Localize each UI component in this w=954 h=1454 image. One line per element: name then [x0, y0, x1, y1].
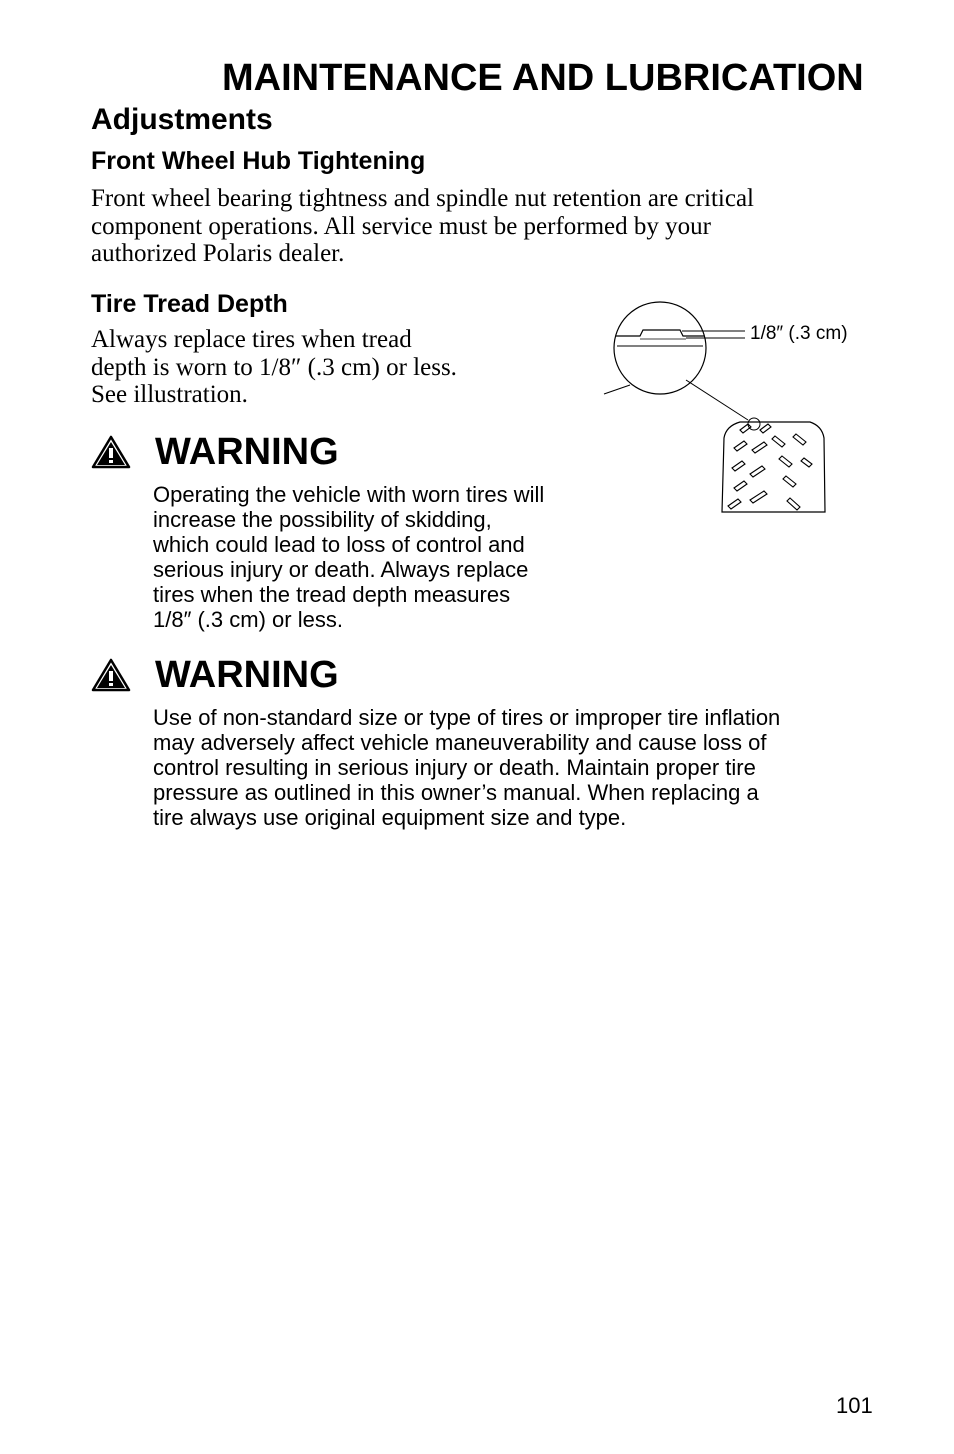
tread-line: Always replace tires when tread — [91, 326, 412, 353]
warning-line: which could lead to loss of control and — [153, 532, 525, 557]
front-hub-line: Front wheel bearing tightness and spindle nut retention are critical — [91, 185, 755, 212]
front-hub-heading: Front Wheel Hub Tightening — [91, 147, 426, 175]
warning-line: Use of non-standard size or type of tires or improper tire inflation — [153, 705, 781, 730]
tread-depth-figure-label: 1/8″ (.3 cm) — [750, 323, 848, 344]
warning-heading-1 — [91, 427, 339, 477]
tread-line: See illustration. — [91, 381, 248, 408]
warning-line: may adversely affect vehicle maneuverability and cause loss of — [153, 730, 767, 755]
tread-depth-paragraph — [91, 326, 457, 409]
front-hub-line: authorized Polaris dealer. — [91, 240, 345, 267]
warning-text-1 — [153, 482, 544, 632]
warning-line: tire always use original equipment size and type. — [153, 805, 627, 830]
subsection-title: Adjustments — [91, 103, 273, 136]
front-hub-paragraph — [91, 185, 754, 268]
warning-line: control resulting in serious injury or death. Maintain proper tire — [153, 755, 756, 780]
warning-title: WARNING — [155, 654, 339, 696]
warning-line: Operating the vehicle with worn tires will — [153, 482, 545, 507]
magnifier-circle — [614, 302, 706, 394]
warning-line: tires when the tread depth measures — [153, 582, 511, 607]
warning-triangle-icon — [91, 434, 131, 470]
warning-line: pressure as outlined in this owner’s manual. When replacing a — [153, 780, 759, 805]
warning-title: WARNING — [155, 431, 339, 473]
tread-line: depth is worn to 1/8″ (.3 cm) or less. — [91, 353, 457, 381]
warning-heading-2 — [91, 650, 339, 700]
tread-depth-heading: Tire Tread Depth — [91, 290, 288, 318]
page-number: 101 — [836, 1393, 873, 1418]
warning-triangle-icon — [91, 657, 131, 693]
tread-lugs — [728, 424, 812, 510]
front-hub-line: component operations. All service must be performed by your — [91, 212, 711, 240]
warning-line: increase the possibility of skidding, — [153, 507, 492, 532]
warning-line: 1/8″ (.3 cm) or less. — [153, 607, 343, 632]
section-title: MAINTENANCE AND LUBRICATION — [222, 57, 864, 99]
warning-line: serious injury or death. Always replace — [153, 557, 529, 582]
warning-text-2 — [153, 705, 780, 830]
